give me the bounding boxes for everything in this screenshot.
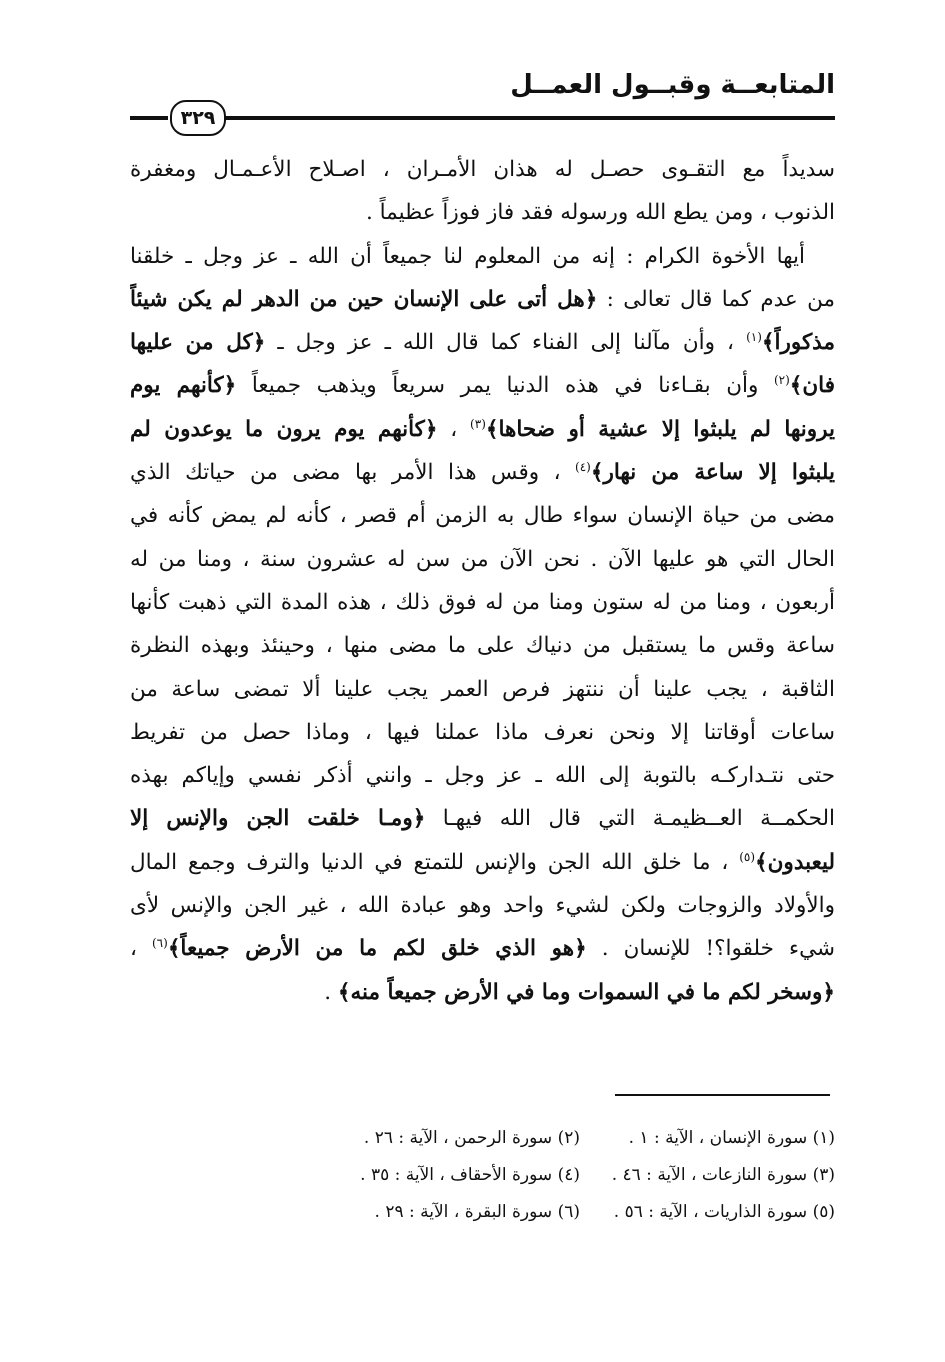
text-line [130,494,835,537]
page-number: ٣٢٩ [170,100,226,136]
quran-verse: ﴿ومـا خلقت الجن والإنس إلا [130,806,426,832]
text-span: ، ما خلق الله الجن والإنس للتمتع في الدنيا والترف وجمع المال [130,849,740,875]
text-line [130,754,835,797]
footnote-marker: (٦) [151,936,168,951]
footnote-marker: (٣) [470,416,486,431]
text-line [130,581,835,624]
quran-verse: ﴿كل من عليها [130,330,266,356]
text-line [130,884,835,927]
footnote-row [300,1120,835,1157]
text-span: . [324,979,338,1005]
text-span: الذنوب ، ومن يطع الله ورسوله فقد فاز فوزاً عظيماً . [365,200,835,226]
quran-verse: مذكوراً﴾ [761,330,835,356]
text-span: أيها الأخوة الكرام : إنه من المعلوم لنا جميعاً أن الله ـ عز وجل ـ خلقنا [130,243,805,269]
page-header [130,70,835,130]
footnote: (٣) سورة النازعات ، الآية : ٤٦ . [611,1165,835,1185]
footnote-marker: (٤) [575,459,591,474]
text-span: ساعات أوقاتنا إلا ونحن نعرف ماذا عملنا فيها ، وماذا حصل من تفريط [130,719,835,745]
text-line [130,668,835,711]
quran-verse: ﴿كأنهم يوم [130,373,237,399]
running-title: المتابعــة وقبــول العمــل [510,70,835,100]
text-span: سديداً مع التقـوى حصـل له هذان الأمـران ، اصـلاح الأعـمـال ومغفرة [130,157,835,182]
quran-verse: ﴿هل أتى على الإنسان حين من الدهر لم يكن شيئاً [130,286,598,312]
footnote-rule [615,1094,830,1096]
footnote-marker: (٢) [773,373,790,388]
quran-verse: ليعبدون﴾ [755,849,835,875]
text-line [130,711,835,754]
text-line [130,451,835,494]
footnote: (١) سورة الإنسان ، الآية : ١ . [628,1128,835,1148]
text-span: أربعون ، ومنا من له ستون ومنا من له فوق ذلك ، هذه المدة التي ذهبت كأنها [130,589,835,615]
text-line [130,364,835,407]
text-span: شيء خلقوا؟! للإنسان . [586,936,835,962]
text-line [130,624,835,667]
text-line [130,191,835,234]
footnote: (٤) سورة الأحقاف ، الآية : ٣٥ . [360,1165,580,1185]
text-span: مضى من حياة الإنسان سواء طال به الزمن أم قصر ، كأنه لم يمض كأنه في [130,503,835,529]
text-span: من عدم كما قال تعالى : [597,286,835,312]
quran-verse: فان﴾ [789,373,835,399]
text-line [130,797,835,840]
text-line [130,148,835,191]
text-span: ، وقس هذا الأمر بها مضى من حياتك الذي [130,460,576,486]
quran-verse: ﴿هو الذي خلق لكم ما من الأرض جميعاً﴾ [167,936,587,962]
text-line [130,321,835,364]
text-span: الحال التي هو عليها الآن . نحن الآن من سن له عشرون سنة ، ومنا من له [130,546,835,572]
footnote: (٦) سورة البقرة ، الآية : ٢٩ . [374,1202,580,1222]
header-rule-stub [130,116,168,120]
footnote-row [300,1194,835,1231]
footnote-marker: (٥) [739,849,756,864]
text-span: والأولاد والزوجات ولكن لشيء واحد وهو عبادة الله ، غير الجن والإنس لأى [130,893,835,919]
quran-verse: ﴿وسخر لكم ما في السموات وما في الأرض جميعاً منه﴾ [337,979,835,1005]
footnote-marker: (١) [746,330,762,345]
body-text [130,148,835,1014]
quran-verse: ﴿كأنهم يوم يرون ما يوعدون لم [130,416,438,442]
text-line [130,841,835,884]
text-line [130,278,835,321]
header-rule [225,116,835,120]
footnote-row [300,1157,835,1194]
text-span: وأن بقـاءنا في هذه الدنيا يمر سريعاً ويذهب جميعاً [236,373,774,399]
footnotes [300,1120,835,1231]
footnote: (٥) سورة الذاريات ، الآية : ٥٦ . [613,1202,835,1222]
text-line [130,971,835,1014]
text-span: الحكمــة العــظيمـة التي قال الله فيهـا [425,806,835,832]
text-line [130,538,835,581]
text-span: حتى نتـداركـه بالتوبة إلى الله ـ عز وجل ـ وانني أذكر نفسي وإياكم بهذه [130,763,835,789]
text-span: ساعة وقس ما يستقبل من دنياك على ما مضى منها ، وحينئذ وبهذه النظرة [130,633,835,659]
quran-verse: يلبثوا إلا ساعة من نهار﴾ [590,460,835,486]
text-line [130,235,835,278]
footnote: (٢) سورة الرحمن ، الآية : ٢٦ . [363,1128,580,1148]
text-span: الثاقبة ، يجب علينا أن ننتهز فرص العمر يجب علينا ألا تمضى ساعة من [130,676,835,702]
text-span: ، [437,416,471,442]
quran-verse: يرونها لم يلبثوا إلا عشية أو ضحاها﴾ [485,416,835,442]
text-span: ، [130,936,152,962]
text-line [130,927,835,970]
text-line [130,408,835,451]
text-span: ، وأن مآلنا إلى الفناء كما قال الله ـ عز وجل ـ [265,330,747,356]
